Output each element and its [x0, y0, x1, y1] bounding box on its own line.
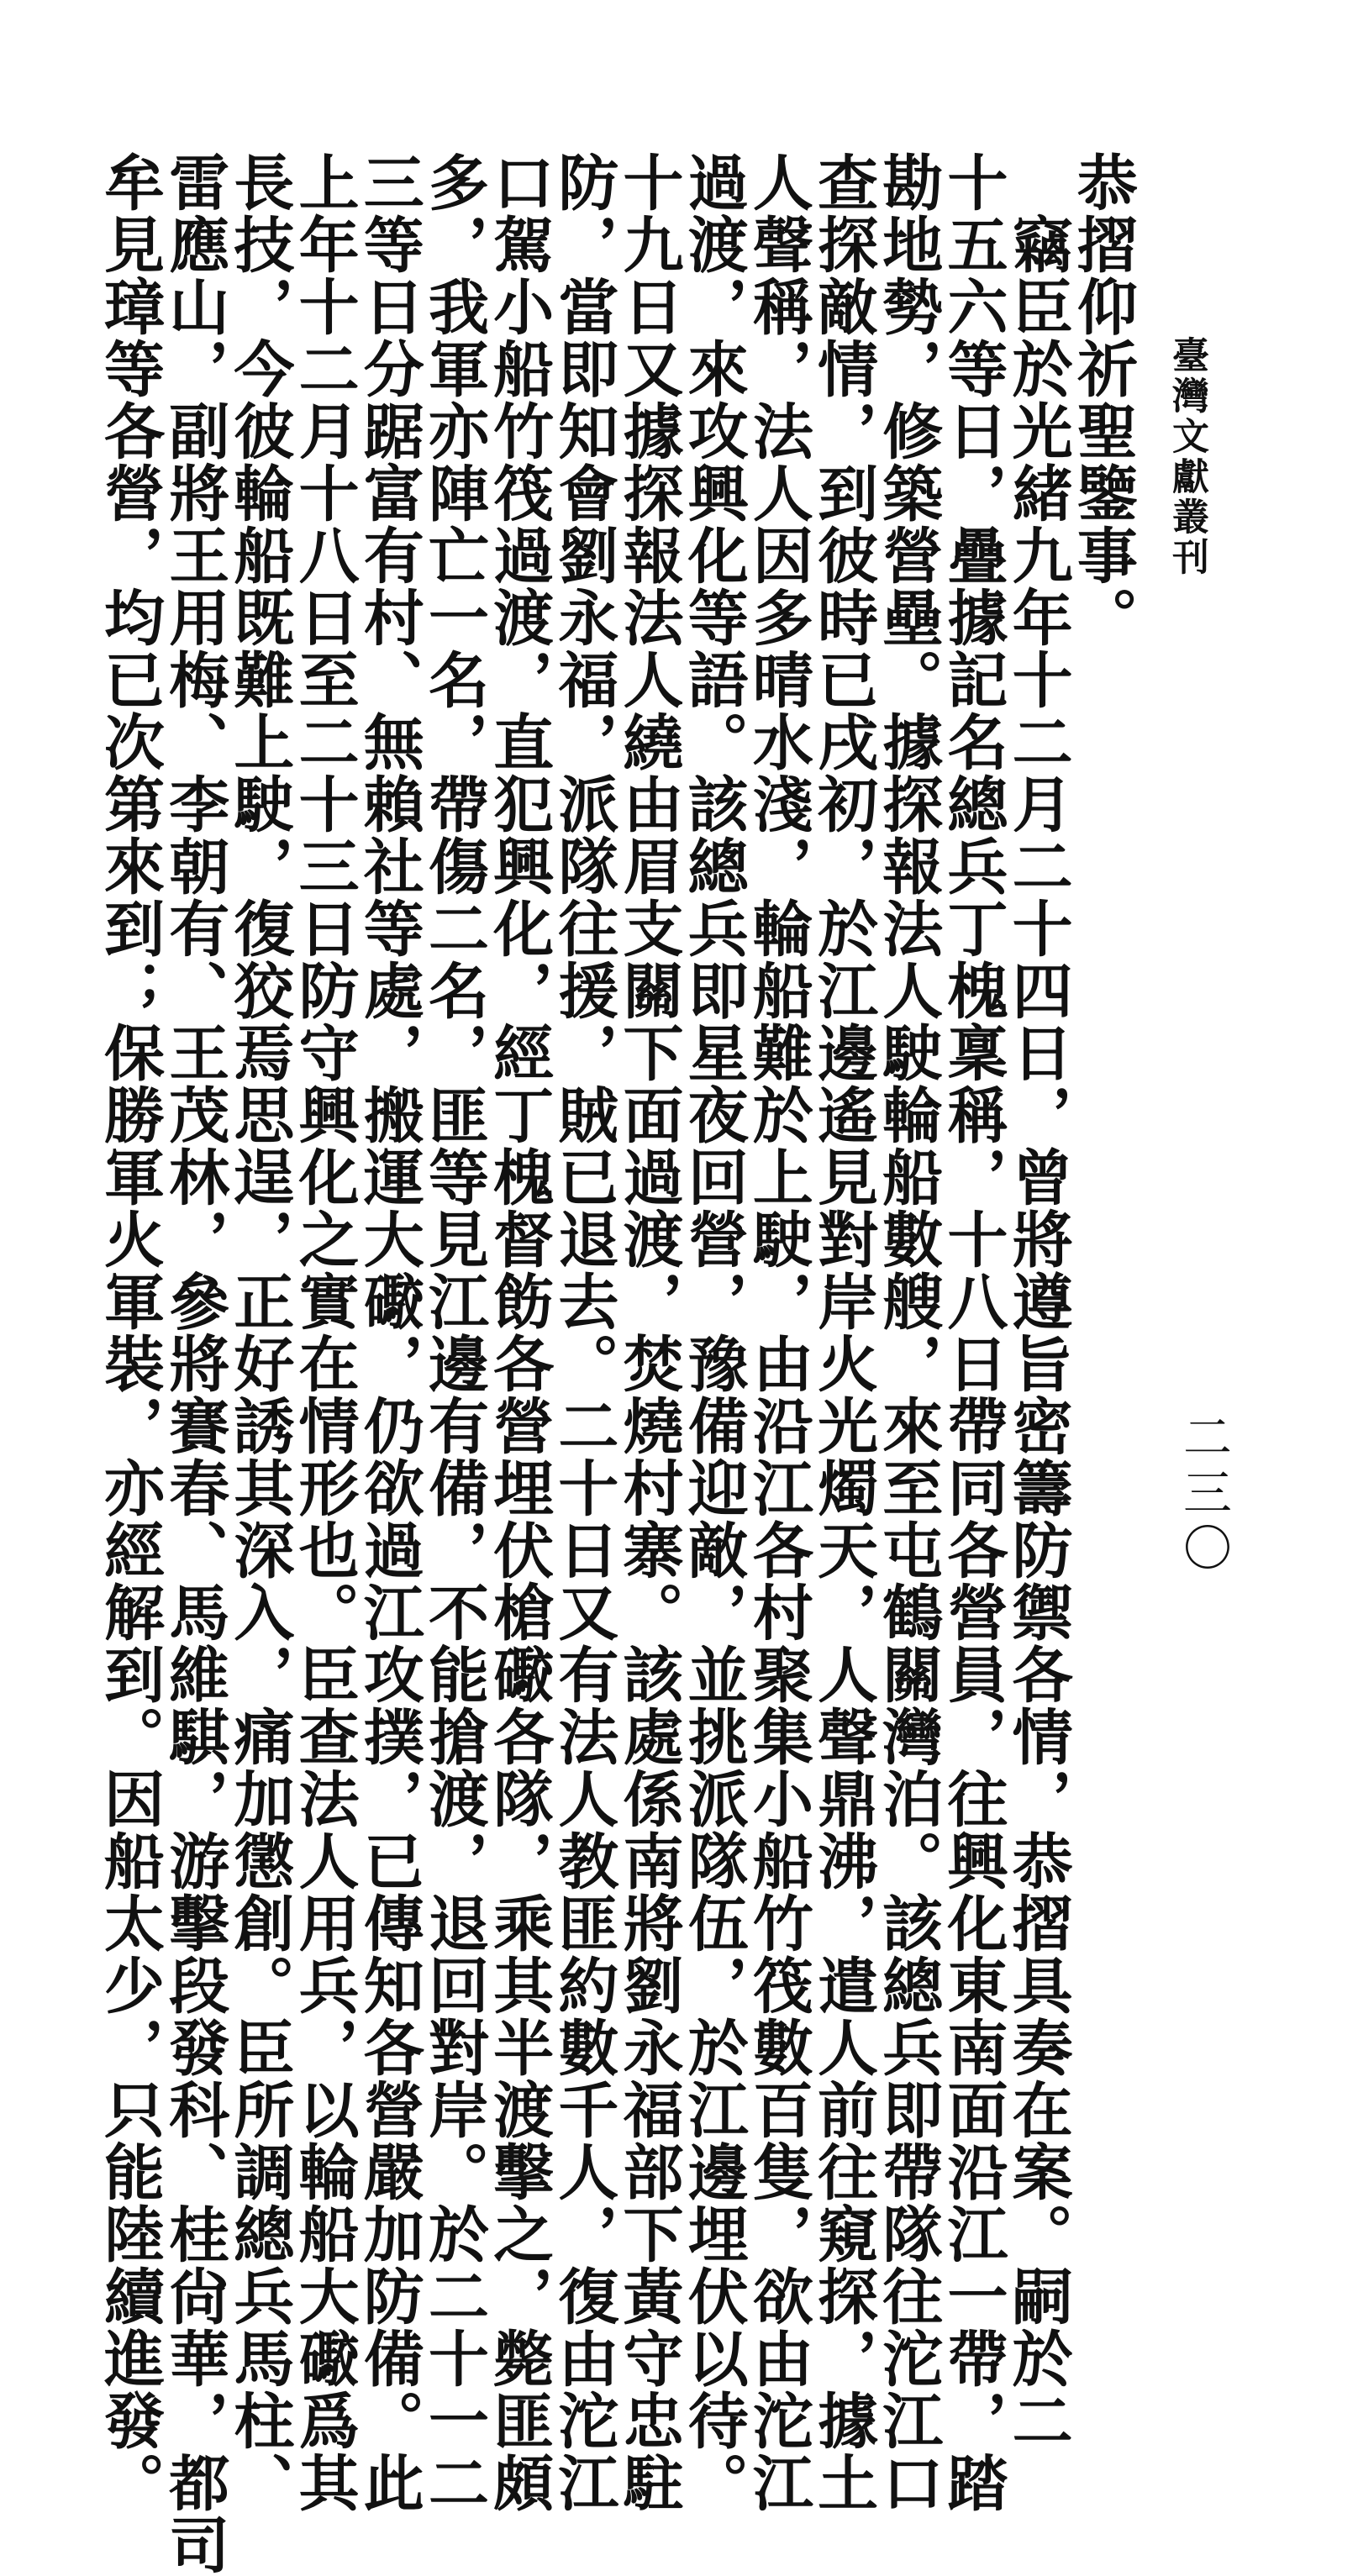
text-column: 十五六等日，疊據記名總兵丁槐稟稱，十八日帶同各營員，往興化東南面沿江一帶，踏: [937, 151, 1009, 2514]
page-number: 二三〇: [1175, 1412, 1232, 1578]
text-column: 口駕小船竹筏過渡，直犯興化，經丁槐督飭各營埋伏槍礮各隊，乘其半渡擊之，斃匪頗: [483, 151, 555, 2514]
text-column: 長技，今彼輪船既難上駛，復狡焉思逞，正好誘其深入，痛加懲創。臣所調總兵馬柱、: [224, 151, 296, 2514]
body-text: [94, 151, 1139, 2576]
text-column: 勘地勢，修築營壘。據探報法人駛輪船數艘，來至屯鶴關灣泊。該總兵即帶隊往沱江口: [872, 151, 945, 2514]
text-column: 恭摺仰祈聖鑒事。: [1066, 151, 1139, 649]
text-column: 牟見璋等各營，均已次第來到；保勝軍火軍裝，亦經解到。因船太少，只能陸續進發。: [94, 151, 166, 2514]
text-column: 十九日又據探報法人繞由眉支關下面過渡，焚燒村寨。該處係南將劉永福部下黃守忠駐: [613, 151, 685, 2514]
text-column: 上年十二月十八日至二十三日防守興化之實在情形也。臣查法人用兵，以輪船大礮爲其: [288, 151, 361, 2514]
text-column: 查探敵情，到彼時已戌初，於江邊遙見對岸火光燭天，人聲鼎沸，遣人前往窺探，據土: [808, 151, 880, 2514]
text-column: 人聲稱，法人因多晴水淺，輪船難於上駛，由沿江各村聚集小船竹筏數百隻，欲由沱江: [742, 151, 814, 2514]
text-column: 三等日分踞富有村、無賴社等處，搬運大礮，仍欲過江攻撲，已傳知各營嚴加防備。此: [353, 151, 425, 2514]
series-title: 臺灣文獻叢刊: [1166, 336, 1208, 578]
text-column: 防，當即知會劉永福，派隊往援，賊已退去。二十日又有法人教匪約數千人，復由沱江: [548, 151, 620, 2514]
text-column: 多，我軍亦陣亡一名，帶傷二名，匪等見江邊有備，不能搶渡，退回對岸。於二十一二: [418, 151, 490, 2514]
text-column: 過渡，來攻興化等語。該總兵即星夜回營，豫備迎敵，並挑派隊伍，於江邊埋伏以待。: [677, 151, 750, 2514]
text-column: 竊臣於光緒九年十二月二十四日，曾將遵旨密籌防禦各情，恭摺具奏在案。嗣於二: [1002, 151, 1074, 2452]
text-column: 雷應山，副將王用梅、李朝有、王茂林，參將賽春、馬維騏，游擊段發科、桂尙華，都司: [159, 151, 231, 2576]
